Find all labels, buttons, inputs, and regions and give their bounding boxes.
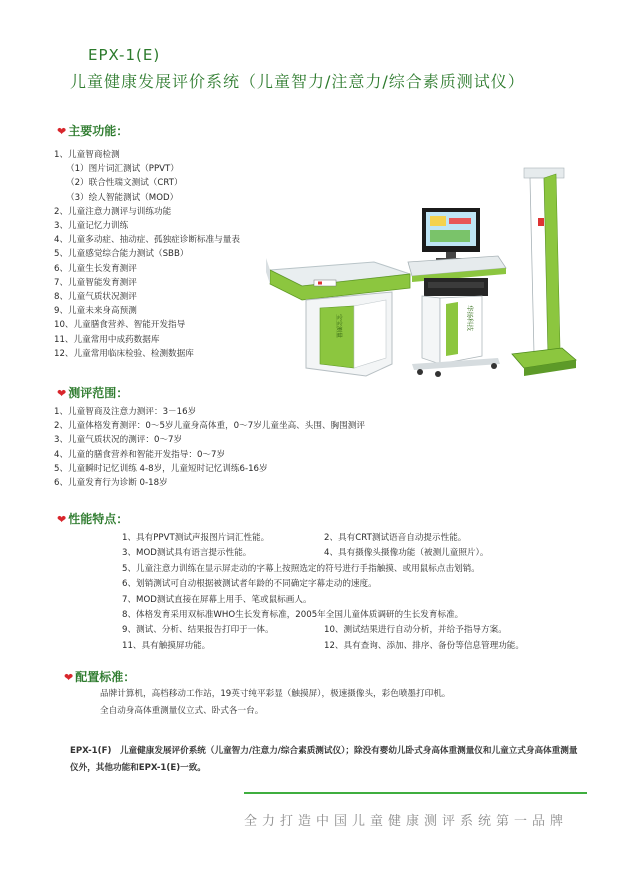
footer-divider [244,792,587,794]
features-heading [57,510,128,527]
document-title: 儿童健康发展评价系统（儿童智力/注意力/综合素质测试仪） [70,72,525,91]
feature-item: 2、具有CRT测试语音自动提示性能。 [324,533,467,543]
functions-heading [57,122,128,139]
feature-item: 4、具有摄像头摄像功能（被测儿童照片）。 [324,548,489,559]
heart-icon: ❤ [57,513,67,526]
list-item: 4、儿童的膳食营养和智能开发指导：0～7岁 [54,449,226,460]
feature-item: 7、MOD测试直接在屏幕上用手、笔或鼠标画人。 [122,594,312,605]
list-item: 7、儿童智能发育测评 [54,277,137,288]
standing-height-weight-scale [512,168,576,376]
list-item: 5、儿童感觉综合能力测试（SBB） [54,249,189,260]
feature-item: 10、测试结果进行自动分析，并给予指导方案。 [324,625,507,636]
feature-item: 12、具有查询、添加、排序、备份等信息管理功能。 [324,640,524,651]
brand-slogan: 全力打造中国儿童健康测评系统第一品牌 [244,814,569,829]
functions-heading-label: 主要功能： [68,124,129,138]
list-item: 12、儿童常用临床检验、检测数据库 [54,348,194,359]
config-line: 品牌计算机，高档移动工作站，19英寸纯平彩显（触摸屏），极速摄像头，彩色喷墨打印机。 [100,689,451,699]
list-item: 5、儿童瞬时记忆训练 4-8岁，儿童短时记忆训练6-16岁 [54,463,268,474]
scope-heading [57,384,128,401]
product-illustration [262,158,582,390]
functions-list [54,148,240,361]
list-item: 1、儿童智商检测 [54,150,120,160]
features-heading-label: 性能特点： [68,512,129,526]
scope-heading-label: 测评范围： [68,386,129,400]
svg-text:宝宝测量: 宝宝测量 [335,313,341,339]
heart-icon: ❤ [57,125,67,138]
config-line: 全自动身高体重测量仪立式、卧式各一台。 [100,706,264,716]
heart-icon: ❤ [64,671,74,684]
model-code: EPX-1(E) [88,46,161,64]
scope-list [54,405,365,490]
feature-item: 5、儿童注意力训练在显示屏走动的字幕上按照选定的符号进行手指触摸、或用鼠标点击划销。 [122,563,480,574]
list-item: 2、儿童体格发育测评：0～5岁儿童身高体重，0～7岁儿童坐高、头围、胸围测评 [54,421,365,432]
variant-note: EPX-1(F) 儿童健康发展评价系统（儿童智力/注意力/综合素质测试仪）；除没有婴幼儿卧式身高体重测量仪和儿童立式身高体重测量仪外，其他功能和EPX-1(E)一致。 [70,746,578,773]
feature-item: 1、具有PPVT测试声报图片词汇性能。 [122,533,270,543]
list-item: 1、儿童智商及注意力测评：3－16岁 [54,407,197,417]
list-item: 8、儿童气质状况测评 [54,292,137,303]
list-item: （3）绘人智能测试（MOD） [66,192,179,203]
list-item: 6、儿童生长发育测评 [54,263,137,274]
list-item: 9、儿童未来身高预测 [54,306,137,317]
list-item: 11、儿童常用中成药数据库 [54,334,160,345]
feature-item: 8、体格发育采用双标准WHO生长发育标准，2005年全国儿童体质调研的生长发育标准。 [122,609,464,620]
feature-item: 3、MOD测试具有语言提示性能。 [122,548,252,559]
list-item: （1）图片词汇测试（PPVT） [66,164,179,175]
list-item: 10、儿童膳食营养、智能开发指导 [54,320,186,331]
feature-item: 11、具有触摸屏功能。 [122,640,211,651]
list-item: 4、儿童多动症、抽动症、孤独症诊断标准与量表 [54,235,240,246]
config-heading-label: 配置标准： [75,670,136,684]
list-item: （2）联合性瑞文测试（CRT） [66,178,183,189]
feature-item: 6、划销测试可自动根据被测试者年龄的不同确定字幕走动的速度。 [122,579,377,590]
feature-item: 9、测试、分析、结果报告打印于一体。 [122,625,274,636]
product-brand-label: 华扬科技 [466,305,473,331]
computer-workstation [408,208,506,377]
list-item: 3、儿童气质状况的测评：0～7岁 [54,435,183,446]
infant-measuring-table [266,258,410,376]
heart-icon: ❤ [57,387,67,400]
list-item: 6、儿童发育行为诊断 0-18岁 [54,478,168,489]
list-item: 3、儿童记忆力训练 [54,221,129,232]
list-item: 2、儿童注意力测评与训练功能 [54,206,172,217]
config-list [100,686,450,720]
config-heading [64,668,135,685]
